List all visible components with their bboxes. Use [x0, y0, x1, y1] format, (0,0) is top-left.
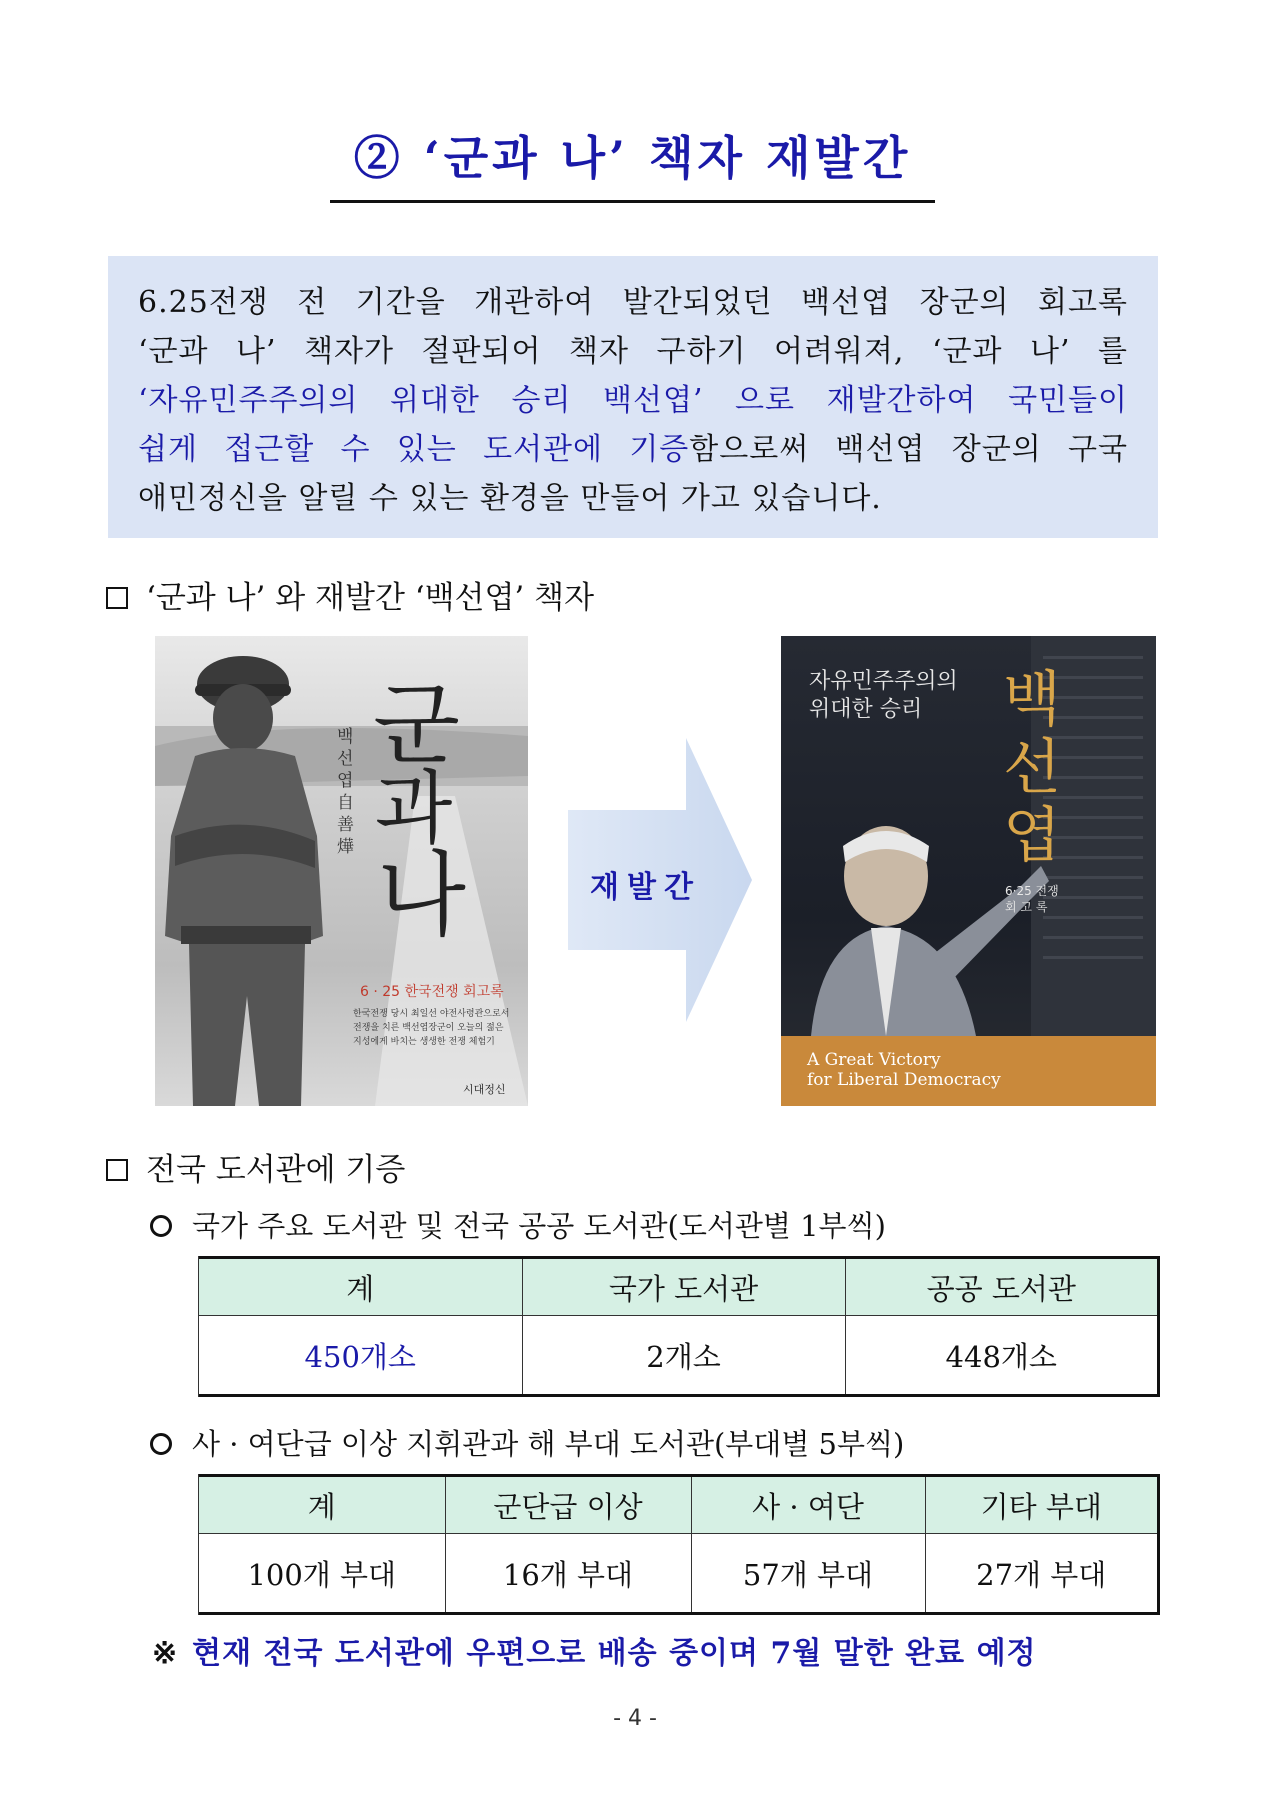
- book2-top-line-1: 자유민주주의의: [809, 669, 958, 694]
- subheading-public-libraries-text: 국가 주요 도서관 및 전국 공공 도서관(도서관별 1부씩): [192, 1209, 886, 1243]
- book2-sub-1: 6·25 전쟁: [1005, 884, 1059, 898]
- summary-line-3: ‘자유민주주의의 위대한 승리 백선엽’ 으로 재발간하여 국민들이: [138, 383, 1128, 418]
- table-cell: 100개 부대: [199, 1534, 445, 1614]
- table-header-cell: 기타 부대: [925, 1476, 1157, 1534]
- delivery-note: [152, 1634, 1037, 1674]
- book2-top-line-2: 위대한 승리: [809, 697, 923, 722]
- book2-name-char-3: 엽: [1003, 801, 1061, 871]
- section-heading-books: [106, 578, 594, 618]
- summary-line-1: 6.25전쟁 전 기간을 개관하여 발간되었던 백선엽 장군의 회고록: [138, 285, 1128, 320]
- book1-publisher: 시대정신: [463, 1083, 506, 1096]
- table-units: [199, 1474, 1157, 1615]
- delivery-note-text: 현재 전국 도서관에 우편으로 배송 중이며 7월 말한 완료 예정: [192, 1636, 1037, 1671]
- table-libraries-frame: [198, 1256, 1160, 1397]
- subheading-public-libraries: [150, 1206, 886, 1246]
- table-cell: 27개 부대: [925, 1534, 1157, 1614]
- book2-name-char-1: 백: [1003, 665, 1061, 735]
- checkbox-square-icon: [106, 1159, 128, 1181]
- book1-title-char-3: 나: [377, 842, 466, 949]
- table-header-cell: 계: [199, 1258, 522, 1316]
- book1-blurb-1: 한국전쟁 당시 최일선 야전사령관으로서: [353, 1009, 510, 1019]
- table-header-cell: 사 · 여단: [691, 1476, 925, 1534]
- table-row: [199, 1534, 1157, 1614]
- circle-bullet-icon: [150, 1215, 172, 1237]
- book2-name-char-2: 선: [1003, 733, 1061, 803]
- checkbox-square-icon: [106, 587, 128, 609]
- title-underline: [330, 200, 935, 203]
- circle-bullet-icon: [150, 1433, 172, 1455]
- summary-line-2: ‘군과 나’ 책자가 절판되어 책자 구하기 어려워져, ‘군과 나’ 를: [138, 334, 1128, 369]
- table-header-cell: 국가 도서관: [522, 1258, 845, 1316]
- summary-line-4: [138, 425, 1128, 474]
- table-row: [199, 1258, 1157, 1316]
- book2-sub-2: 회 고 록: [1005, 900, 1048, 914]
- table-header-cell: 계: [199, 1476, 445, 1534]
- table-header-cell: 군단급 이상: [445, 1476, 691, 1534]
- table-units-frame: [198, 1474, 1160, 1615]
- table-header-cell: 공공 도서관: [845, 1258, 1157, 1316]
- table-row: [199, 1476, 1157, 1534]
- table-cell: 16개 부대: [445, 1534, 691, 1614]
- section-heading-donation-text: 전국 도서관에 기증: [146, 1152, 406, 1188]
- book2-english-2: for Liberal Democracy: [807, 1070, 1001, 1090]
- section-heading-donation: [106, 1150, 405, 1190]
- table-row: [199, 1316, 1157, 1396]
- book1-title-char-1: 군: [373, 673, 460, 778]
- table-cell: 57개 부대: [691, 1534, 925, 1614]
- page-number: - 4 -: [613, 1706, 657, 1731]
- book-cover-reissue: [781, 636, 1156, 1106]
- arrow-label: 재발간: [590, 870, 701, 905]
- summary-line-4-highlight: 쉽게 접근할 수 있는 도서관에 기증: [138, 432, 690, 467]
- section-heading-books-text: ‘군과 나’ 와 재발간 ‘백선엽’ 책자: [146, 580, 595, 616]
- summary-line-4-rest: 함으로써 백선엽 장군의 구국: [689, 432, 1128, 467]
- book1-author: 백선엽自善燁: [337, 727, 354, 857]
- table-cell: 448개소: [845, 1316, 1157, 1396]
- table-cell-total: 450개소: [199, 1316, 522, 1396]
- page-title-wrap: [330, 128, 935, 188]
- book1-blurb-2: 전쟁을 치른 백선엽장군이 오늘의 젊은: [353, 1023, 504, 1033]
- summary-line-5: 애민정신을 알릴 수 있는 환경을 만들어 가고 있습니다.: [138, 481, 882, 516]
- subheading-military-libraries: [150, 1424, 904, 1464]
- table-libraries: [199, 1256, 1157, 1397]
- book1-subtitle: 6 · 25 한국전쟁 회고록: [360, 984, 504, 1000]
- page-title: ② ‘군과 나’ 책자 재발간: [353, 131, 912, 185]
- reference-mark-icon: ※: [152, 1636, 179, 1671]
- book1-blurb-3: 지성에게 바치는 생생한 전쟁 체험기: [353, 1037, 495, 1047]
- summary-box: [108, 256, 1158, 538]
- book1-title-char-2: 과: [375, 762, 453, 855]
- book2-english-1: A Great Victory: [807, 1050, 941, 1070]
- book-cover-original: [155, 636, 528, 1106]
- table-cell: 2개소: [522, 1316, 845, 1396]
- subheading-military-libraries-text: 사 · 여단급 이상 지휘관과 해 부대 도서관(부대별 5부씩): [192, 1427, 905, 1461]
